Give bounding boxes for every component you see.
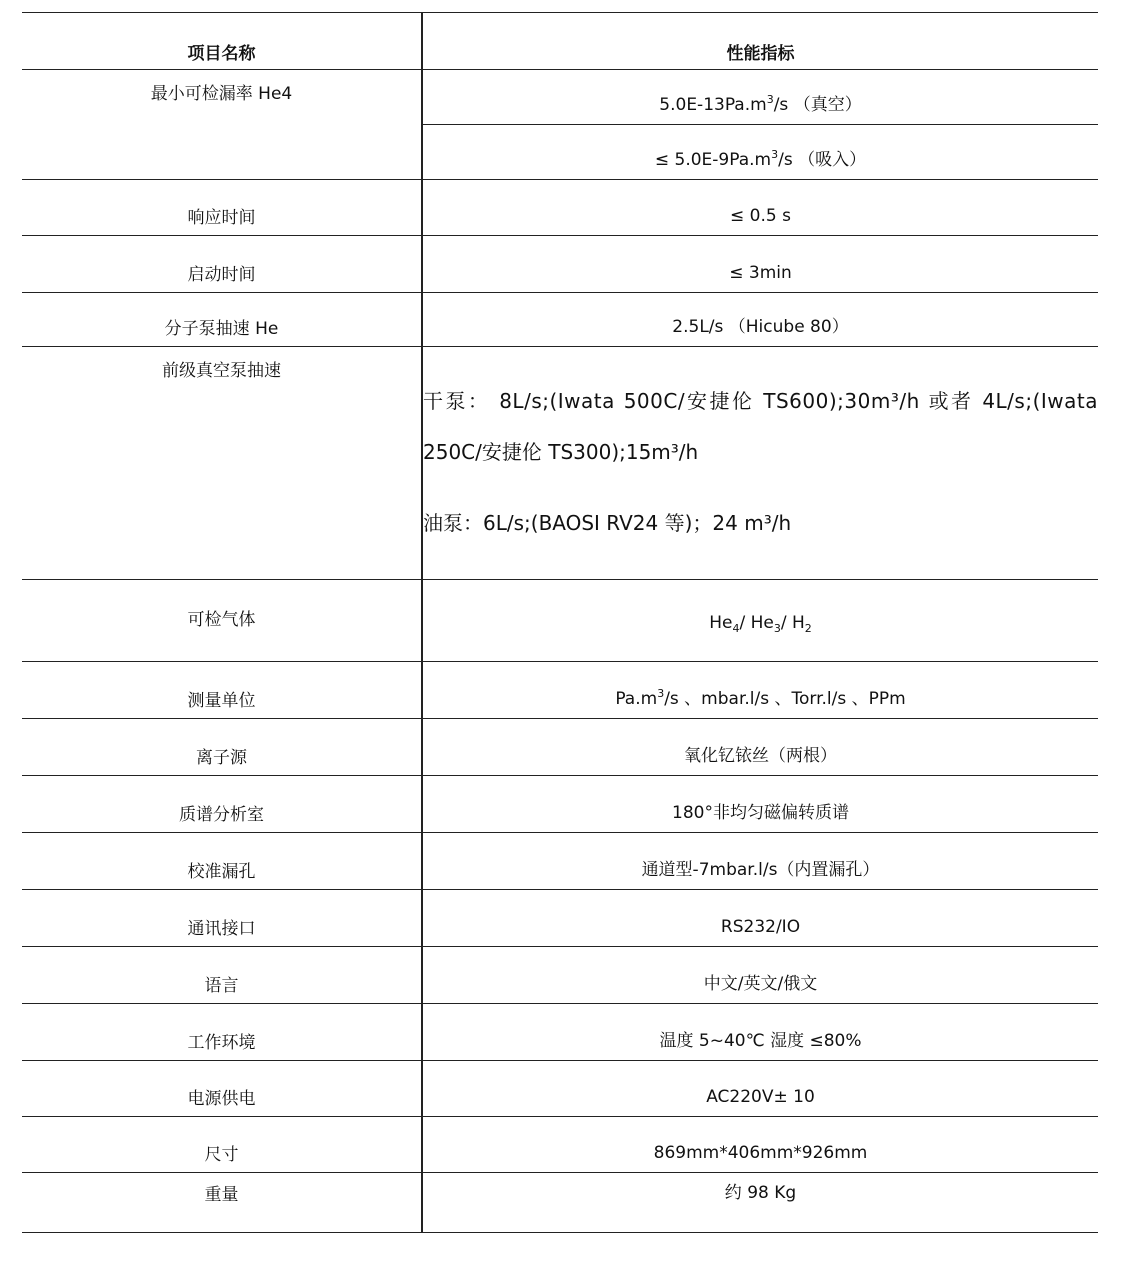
gas-sep-2: / <box>780 612 792 633</box>
table-row-analyzer <box>22 776 1098 833</box>
power-label: 电源供电 <box>22 1061 422 1117</box>
table-row-environment <box>22 1004 1098 1061</box>
spec-table <box>22 12 1098 1233</box>
units-value <box>422 662 1098 719</box>
header-value: 性能指标 <box>422 13 1098 70</box>
table-row-size <box>22 1117 1098 1173</box>
leak-rate-label: 最小可检漏率 He4 <box>22 70 422 180</box>
units-label: 测量单位 <box>22 662 422 719</box>
interface-label: 通讯接口 <box>22 890 422 947</box>
table-row-pump-speed <box>22 293 1098 347</box>
ion-source-value: 氧化钇铱丝（两根） <box>422 719 1098 776</box>
table-row-interface <box>22 890 1098 947</box>
analyzer-label: 质谱分析室 <box>22 776 422 833</box>
calibration-value: 通道型-7mbar.l/s（内置漏孔） <box>422 833 1098 890</box>
weight-value: 约 98 Kg <box>422 1173 1098 1233</box>
gas-1-sub: 4 <box>732 621 740 635</box>
fore-pump-oil-line: 油泵：6L/s;(BAOSI RV24 等)；24 m³/h <box>423 511 792 535</box>
units-sup: 3 <box>657 686 665 700</box>
size-value: 869mm*406mm*926mm <box>422 1117 1098 1173</box>
fore-pump-dry-line2: 250C/安捷伦 TS300);15m³/h <box>423 440 699 464</box>
table-row-response-time <box>22 180 1098 236</box>
language-label: 语言 <box>22 947 422 1004</box>
environment-value: 温度 5~40℃ 湿度 ≤80% <box>422 1004 1098 1061</box>
gas-1: He <box>709 612 733 633</box>
table-row-calibration <box>22 833 1098 890</box>
table-row-fore-pump <box>22 347 1098 580</box>
fore-pump-value <box>422 347 1098 580</box>
header-name: 项目名称 <box>22 13 422 70</box>
startup-time-label: 启动时间 <box>22 236 422 293</box>
table-header-row <box>22 13 1098 70</box>
leak-rate-vacuum-pre: 5.0E-13Pa.m <box>659 94 767 115</box>
pump-speed-label: 分子泵抽速 He <box>22 293 422 347</box>
calibration-label: 校准漏孔 <box>22 833 422 890</box>
gas-2: He <box>750 612 774 633</box>
units-post: /s 、mbar.l/s 、Torr.l/s 、PPm <box>664 688 906 709</box>
gases-value <box>422 580 1098 662</box>
fore-pump-dry-line1: 干泵： 8L/s;(Iwata 500C/安捷伦 TS600);30m³/h 或者 4L/s;(Iwata <box>423 389 1098 413</box>
table-row-language <box>22 947 1098 1004</box>
power-value: AC220V± 10 <box>422 1061 1098 1117</box>
startup-time-value: ≤ 3min <box>422 236 1098 293</box>
interface-value: RS232/IO <box>422 890 1098 947</box>
ion-source-label: 离子源 <box>22 719 422 776</box>
table-row-startup-time <box>22 236 1098 293</box>
pump-speed-value: 2.5L/s （Hicube 80） <box>422 293 1098 347</box>
units-pre: Pa.m <box>615 688 658 709</box>
table-row-weight <box>22 1173 1098 1233</box>
analyzer-value: 180°非均匀磁偏转质谱 <box>422 776 1098 833</box>
leak-rate-vacuum <box>422 70 1098 125</box>
table-row-units <box>22 662 1098 719</box>
leak-rate-sniff-post: /s （吸入） <box>778 149 867 170</box>
gas-2-sub: 3 <box>773 621 781 635</box>
table-row-power <box>22 1061 1098 1117</box>
table-row-gases <box>22 580 1098 662</box>
environment-label: 工作环境 <box>22 1004 422 1061</box>
gases-label: 可检气体 <box>22 580 422 662</box>
size-label: 尺寸 <box>22 1117 422 1173</box>
leak-rate-sniff <box>422 125 1098 180</box>
table-row-leak-rate <box>22 70 1098 125</box>
gas-3: H <box>791 612 805 633</box>
table-row-ion-source <box>22 719 1098 776</box>
gas-sep-1: / <box>739 612 751 633</box>
fore-pump-label: 前级真空泵抽速 <box>22 347 422 580</box>
response-time-value: ≤ 0.5 s <box>422 180 1098 236</box>
leak-rate-sniff-pre: ≤ 5.0E-9Pa.m <box>654 149 772 170</box>
leak-rate-sniff-sup: 3 <box>771 147 779 161</box>
leak-rate-vacuum-post: /s （真空） <box>773 94 862 115</box>
weight-label: 重量 <box>22 1173 422 1233</box>
gas-3-sub: 2 <box>804 621 812 635</box>
language-value: 中文/英文/俄文 <box>422 947 1098 1004</box>
response-time-label: 响应时间 <box>22 180 422 236</box>
leak-rate-vacuum-sup: 3 <box>766 92 774 106</box>
